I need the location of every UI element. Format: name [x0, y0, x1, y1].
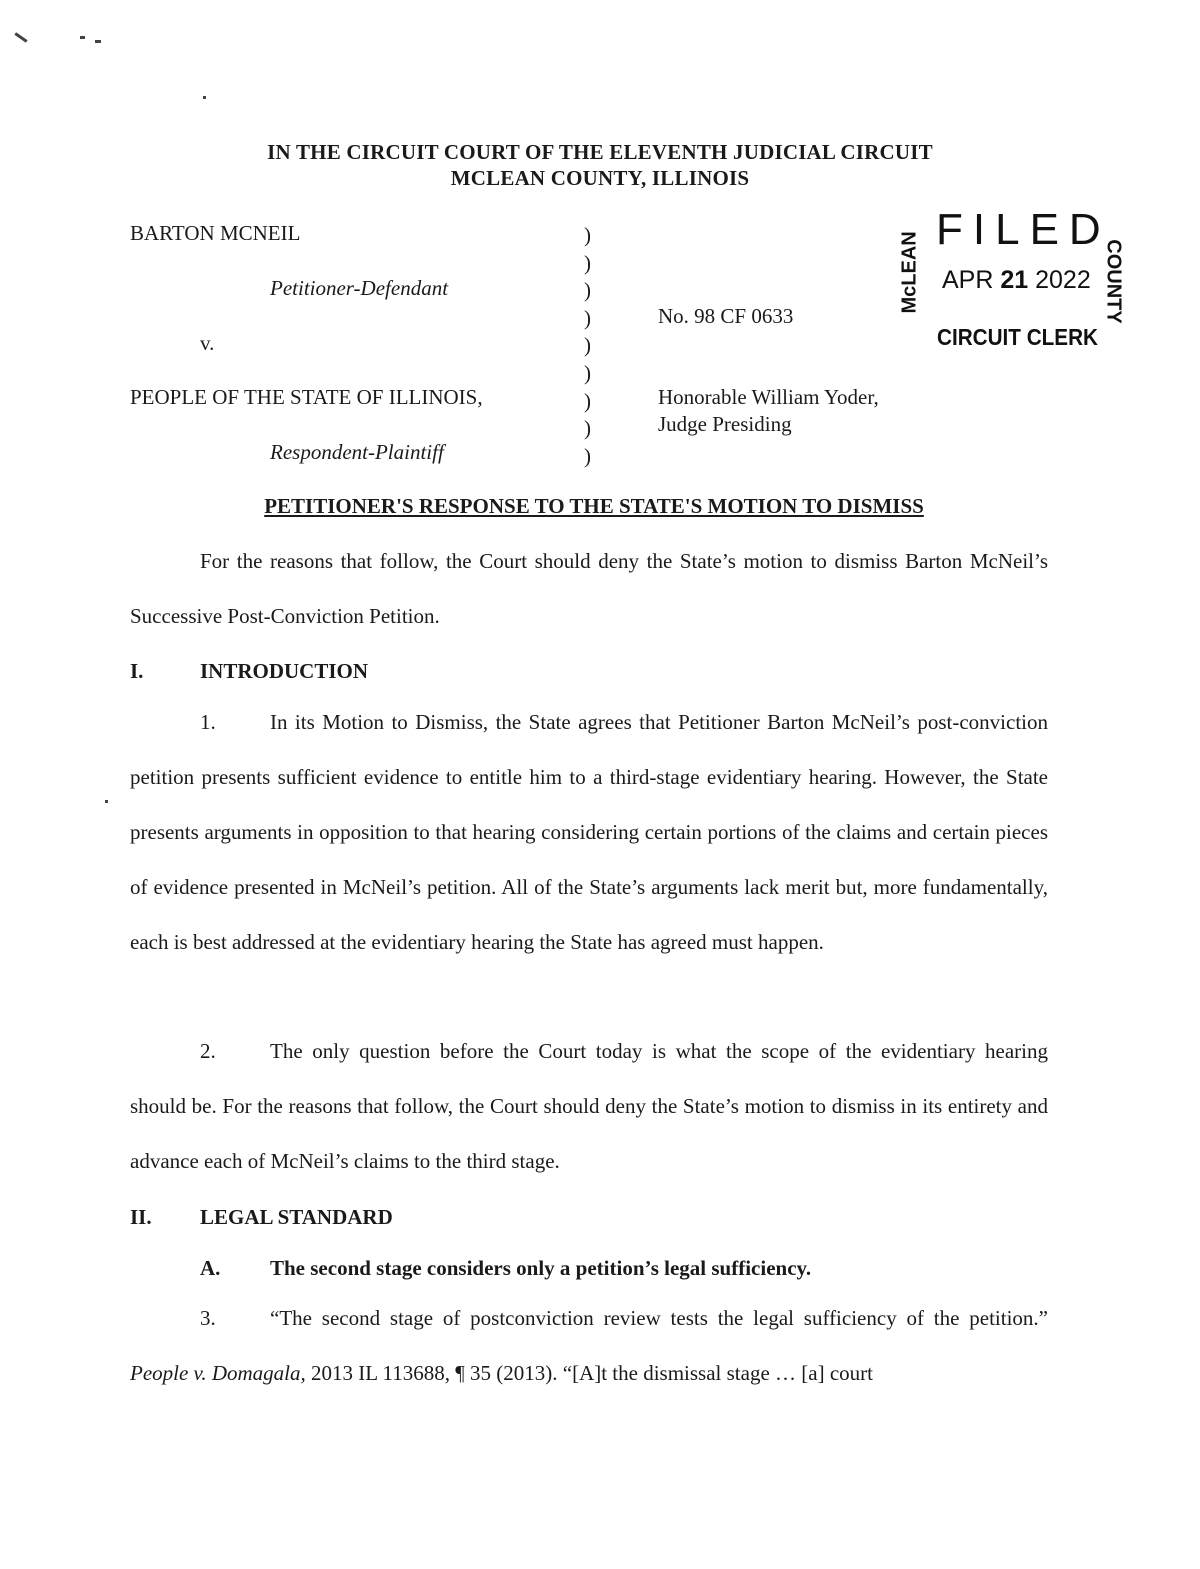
stamp-date-month: APR	[942, 266, 994, 294]
section-heading-introduction	[130, 659, 368, 684]
case-number: No. 98 CF 0633	[658, 304, 794, 328]
paragraph-text-start: “The second stage of postconviction review tests the legal sufficiency of the petition.”	[270, 1306, 1048, 1330]
paragraph-1	[130, 695, 1048, 970]
paragraph-number: 2.	[200, 1039, 216, 1063]
judge-title: Judge Presiding	[658, 412, 792, 436]
case-citation-name: People v. Domagala,	[130, 1361, 306, 1385]
section-numeral: II.	[130, 1205, 152, 1229]
subsection-title: The second stage considers only a petition’s legal sufficiency.	[270, 1256, 812, 1280]
stamp-county-right: COUNTY	[1102, 239, 1125, 324]
stamp-date-year: 2022	[1035, 266, 1091, 294]
subsection-letter: A.	[200, 1256, 221, 1280]
caption-paren-column: ) ) ) ) ) ) ) ) )	[584, 223, 591, 468]
intro-paragraph-text: For the reasons that follow, the Court should deny the State’s motion to dismiss Barton McNeil’s Successive Post-Conviction Petition.	[130, 549, 1048, 628]
scan-speck	[80, 36, 85, 39]
judge-name: Honorable William Yoder,	[658, 385, 879, 409]
paragraph-2	[130, 1024, 1048, 1189]
scan-speck	[14, 32, 27, 42]
document-title	[0, 494, 1200, 519]
paragraph-text: In its Motion to Dismiss, the State agrees that Petitioner Barton McNeil’s post-conviction petition presents sufficient evidence to entitle him to a third-stage evidentiary hearing. However, the State presents arguments in opposition to that hearing considering certain portions of the claims and certain pieces of evidence presented in McNeil’s petition. All of the State’s arguments lack merit but, more fundamentally, each is best addressed at the evidentiary hearing the State has agreed must happen.	[130, 710, 1048, 954]
stamp-date-day: 21	[1000, 266, 1029, 294]
paragraph-number: 3.	[200, 1306, 216, 1330]
document-title-text: PETITIONER'S RESPONSE TO THE STATE'S MOTION TO DISMISS	[264, 494, 924, 518]
stamp-county-left: McLEAN	[898, 231, 921, 314]
stamp-circuit-clerk: CIRCUIT CLERK	[937, 324, 1099, 350]
respondent-name: PEOPLE OF THE STATE OF ILLINOIS,	[130, 385, 483, 409]
scan-speck	[95, 40, 101, 43]
stamp-date	[942, 266, 1091, 295]
section-numeral: I.	[130, 659, 144, 683]
court-name-line1: IN THE CIRCUIT COURT OF THE ELEVENTH JUDICIAL CIRCUIT	[267, 140, 933, 164]
petitioner-name: BARTON MCNEIL	[130, 221, 301, 245]
section-heading-legal-standard	[130, 1205, 393, 1230]
paragraph-3	[130, 1291, 1048, 1401]
paragraph-text-end: 2013 IL 113688, ¶ 35 (2013). “[A]t the dismissal stage … [a] court	[310, 1361, 873, 1385]
court-name-line2: MCLEAN COUNTY, ILLINOIS	[450, 166, 750, 190]
petitioner-role: Petitioner-Defendant	[270, 276, 449, 300]
scan-speck	[105, 800, 108, 803]
section-title: LEGAL STANDARD	[200, 1205, 393, 1229]
paragraph-text: The only question before the Court today is what the scope of the evidentiary hearing should be. For the reasons that follow, the Court should deny the State’s motion to dismiss in its entirety and advance each of McNeil’s claims to the third stage.	[130, 1039, 1048, 1173]
subsection-heading-a	[200, 1256, 811, 1281]
scan-speck	[203, 96, 206, 99]
section-title: INTRODUCTION	[200, 659, 369, 683]
paragraph-number: 1.	[200, 710, 216, 734]
intro-paragraph	[130, 534, 1048, 644]
stamp-filed-text: FILED	[936, 205, 1111, 254]
versus: v.	[200, 331, 215, 355]
respondent-role: Respondent-Plaintiff	[270, 440, 444, 464]
